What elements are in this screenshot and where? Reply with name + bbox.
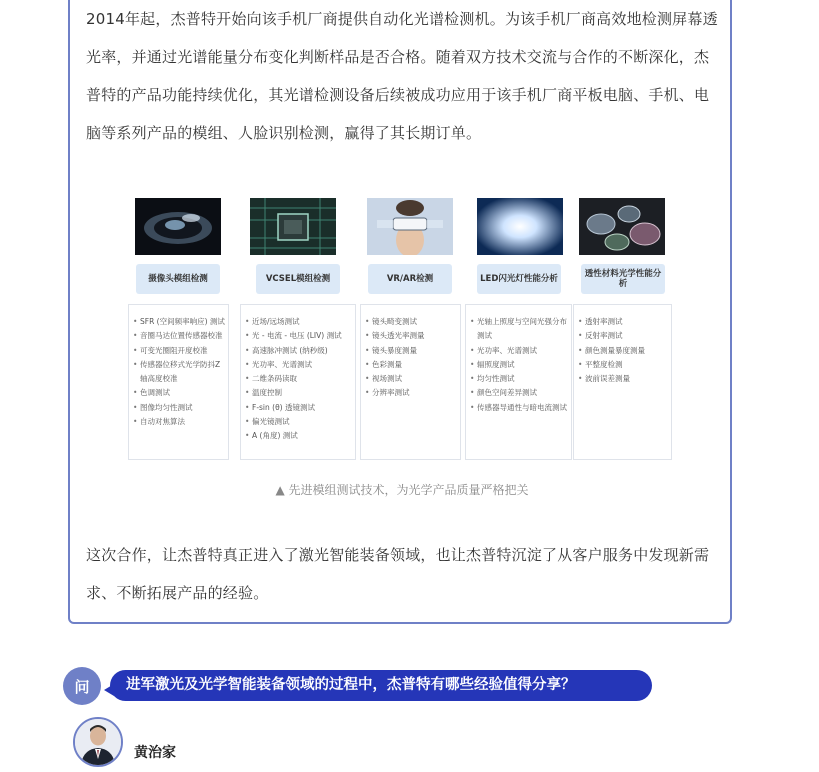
figure-column-led (468, 198, 569, 466)
feature-item: • 分辨率测试 (365, 386, 457, 400)
feature-item: • 颜色测量暴度测量 (578, 344, 668, 358)
figure-column-vrar (360, 198, 461, 466)
feature-item: • F-sin (θ) 透镜测试 (245, 401, 352, 415)
figure-column-camera (128, 198, 229, 466)
feature-item: • 高速脉冲测试 (纳秒级) (245, 344, 352, 358)
question-badge: 问 (63, 667, 101, 705)
figure-column-title: 透性材料光学性能分析 (581, 264, 665, 294)
figure-column-title: VR/AR检测 (368, 264, 452, 294)
led-flash-photo (477, 198, 563, 255)
feature-item: • 二维条码读取 (245, 372, 352, 386)
feature-item: • 波前误差测量 (578, 372, 668, 386)
figure-column-title: LED闪光灯性能分析 (477, 264, 561, 294)
chip-board-photo (250, 198, 336, 255)
feature-item: • 光 - 电流 - 电压 (LIV) 测试 (245, 329, 352, 343)
feature-item: • 颜色空间差异测试 (470, 386, 568, 400)
feature-item: • 传感器导通性与暗电流测试 (470, 401, 568, 415)
feature-item: • 辐照度测试 (470, 358, 568, 372)
speaker-name: 黄治家 (134, 745, 176, 761)
article-paragraph-1: 2014年起，杰普特开始向该手机厂商提供自动化光谱检测机。为该手机厂商高效地检测屏幕透光率，并通过光谱能量分布变化判断样品是否合格。随着双方技术交流与合作的不断深化，杰普特的产品功能持续优化，其光谱检测设备后续被成功应用于该手机厂商平板电脑、手机、电脑等系列产品的模组、人脸识别检测，赢得了其长期订单。 (86, 10, 718, 142)
feature-list-box (465, 304, 572, 460)
speaker-avatar (73, 717, 123, 767)
feature-item: • A (角度) 测试 (245, 429, 352, 443)
feature-item: • 图像均匀性测试 (133, 401, 225, 415)
question-bubble: 进军激光及光学智能装备领域的过程中，杰普特有哪些经验值得分享？ (110, 670, 652, 701)
feature-item: • 温度控制 (245, 386, 352, 400)
feature-list-box (360, 304, 461, 460)
feature-item: • 可变光圈阻开度校准 (133, 344, 225, 358)
feature-item: • 近场/远场测试 (245, 315, 352, 329)
feature-item: • 音圈马达位置传感器校准 (133, 329, 225, 343)
figure-column-materials (581, 198, 682, 466)
camera-lens-photo (135, 198, 221, 255)
feature-item: • 偏光镜测试 (245, 415, 352, 429)
feature-list-box (240, 304, 356, 460)
vr-headset-photo (367, 198, 453, 255)
feature-item: • 反射率测试 (578, 329, 668, 343)
feature-item: • SFR (空间频率响应) 测试 (133, 315, 225, 329)
feature-item: • 视场测试 (365, 372, 457, 386)
feature-item: • 光功率、光谱测试 (470, 344, 568, 358)
feature-item: • 光轴上照度与空间光强分布测试 (470, 315, 568, 344)
feature-item: • 镜头透光率测量 (365, 329, 457, 343)
feature-list-box (128, 304, 229, 460)
test-technology-figure (128, 198, 676, 466)
figure-column-title: VCSEL模组检测 (256, 264, 340, 294)
feature-item: • 传感器位移式光学防抖Z轴高度校准 (133, 358, 225, 387)
optical-lenses-photo (579, 198, 665, 255)
figure-column-vcsel (240, 198, 356, 466)
article-paragraph-2: 这次合作，让杰普特真正进入了激光智能装备领域，也让杰普特沉淀了从客户服务中发现新需求、不断拓展产品的经验。 (86, 546, 710, 602)
feature-list-box (573, 304, 672, 460)
figure-caption: ▲ 先进模组测试技术，为光学产品质量严格把关 (275, 483, 529, 497)
feature-item: • 色调测试 (133, 386, 225, 400)
feature-item: • 平整度检测 (578, 358, 668, 372)
feature-item: • 均匀性测试 (470, 372, 568, 386)
figure-column-title: 摄像头模组检测 (136, 264, 220, 294)
feature-item: • 自动对焦算法 (133, 415, 225, 429)
feature-item: • 镜头暴度测量 (365, 344, 457, 358)
feature-item: • 镜头畸变测试 (365, 315, 457, 329)
feature-item: • 透射率测试 (578, 315, 668, 329)
feature-item: • 色彩测量 (365, 358, 457, 372)
article-card (68, 0, 732, 624)
feature-item: • 光功率、光谱测试 (245, 358, 352, 372)
